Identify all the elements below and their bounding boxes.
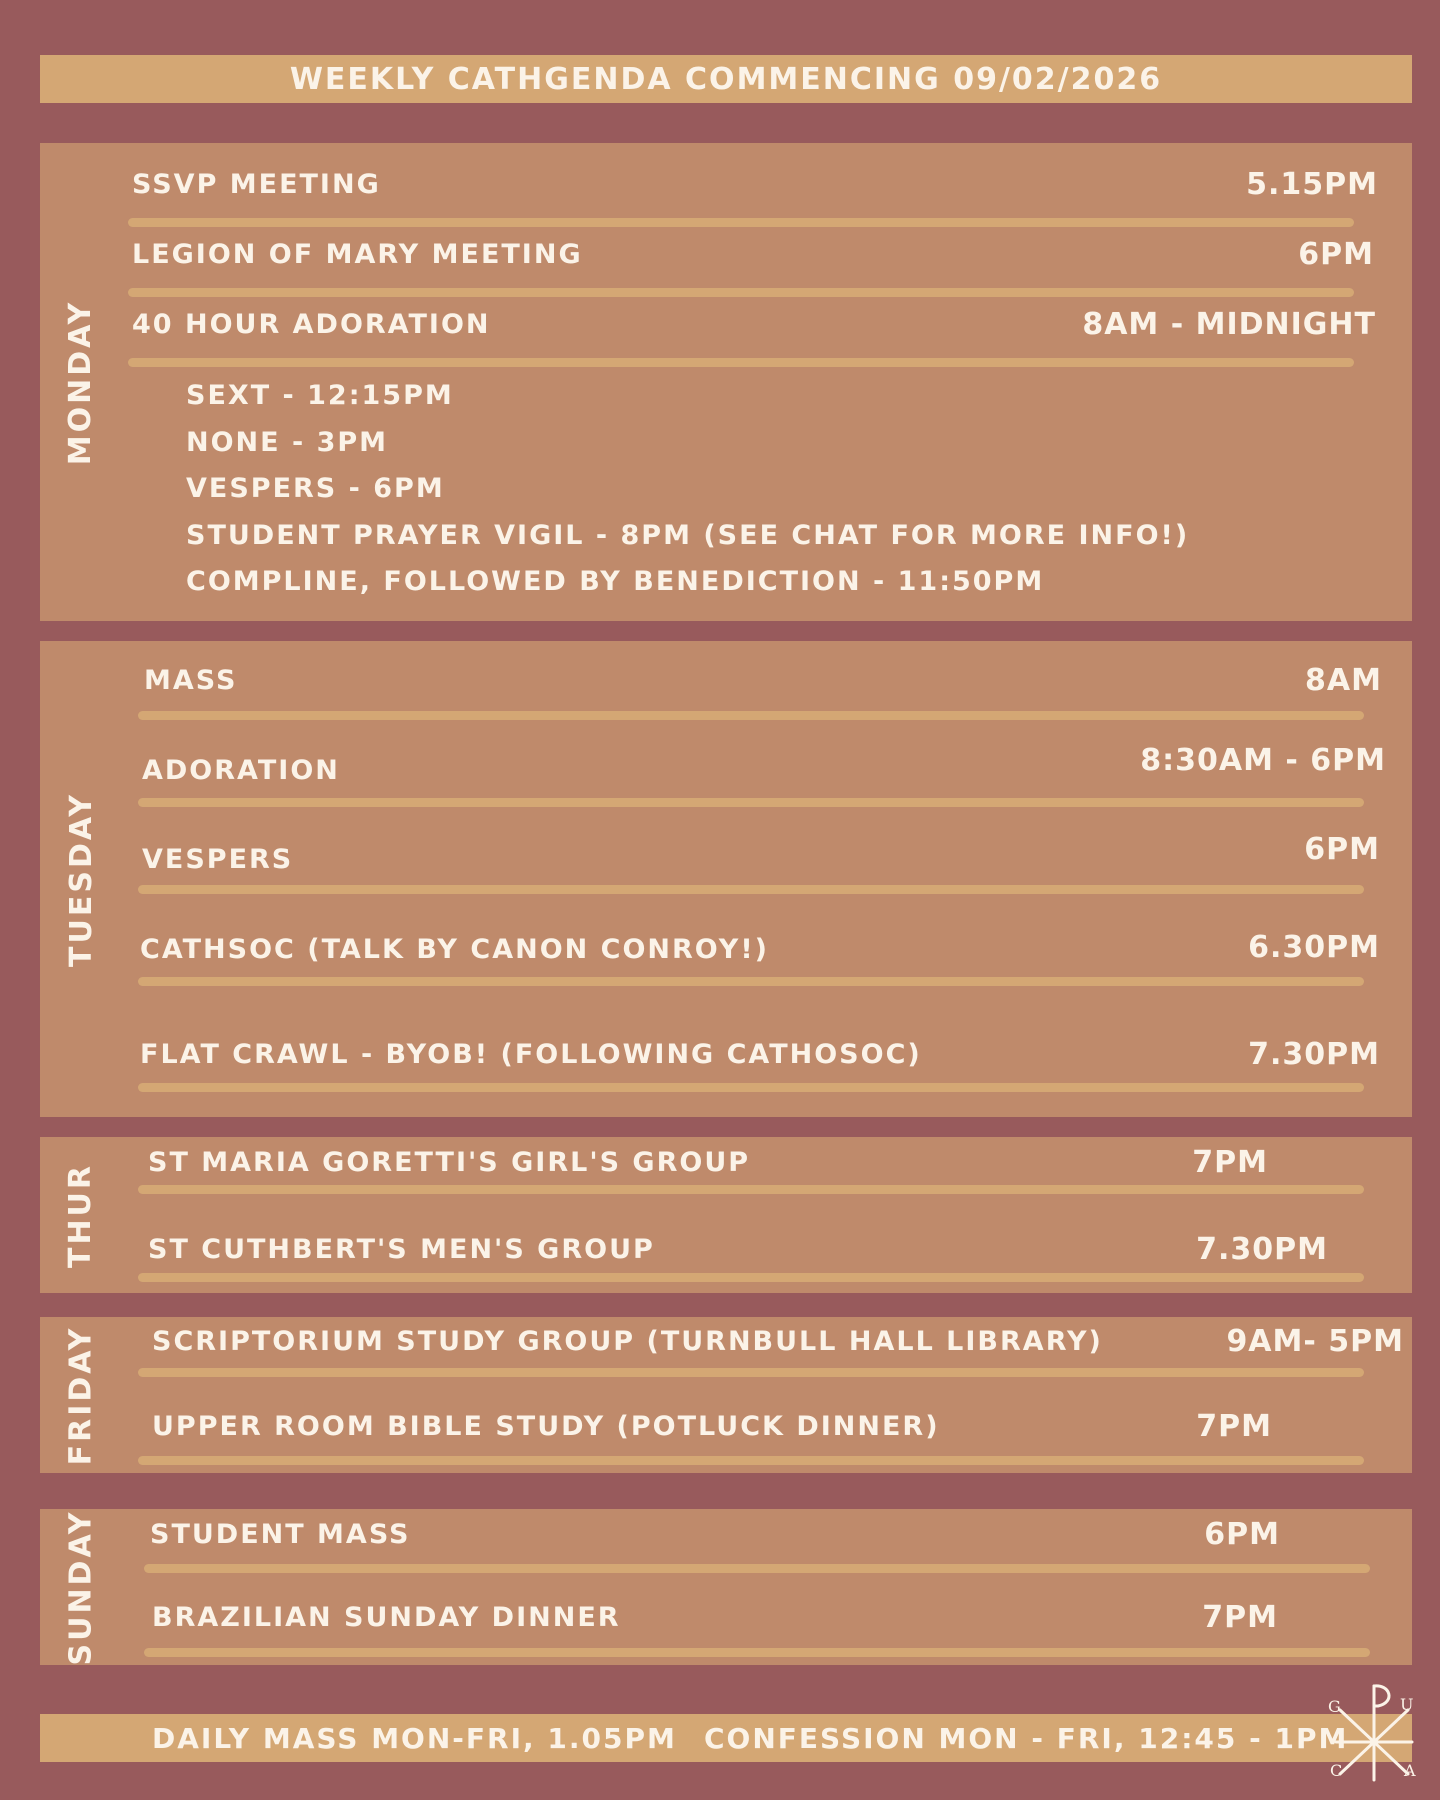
event-row-vespers <box>132 832 1388 882</box>
confession-info: CONFESSION MON - FRI, 12:45 - 1PM <box>704 1721 1349 1755</box>
event-row-ssvp-meeting <box>132 163 1388 207</box>
event-time: 6PM <box>1304 832 1380 867</box>
event-row-mass <box>132 659 1388 703</box>
list-item: COMPLINE, FOLLOWED BY BENEDICTION - 11:50PM <box>186 566 1045 597</box>
event-row-upper-room-bible-study <box>132 1405 1388 1449</box>
event-time: 6.30PM <box>1248 930 1380 965</box>
footer-banner <box>40 1714 1412 1762</box>
event-divider <box>144 1564 1370 1573</box>
event-name: 40 HOUR ADORATION <box>132 309 491 340</box>
event-divider <box>138 1368 1364 1377</box>
event-name: ST MARIA GORETTI'S GIRL'S GROUP <box>148 1147 751 1178</box>
event-row-40-hour-adoration <box>132 303 1388 347</box>
event-divider <box>138 1083 1364 1092</box>
event-divider <box>128 218 1354 227</box>
event-time: 7PM <box>1202 1600 1278 1635</box>
event-divider <box>128 358 1354 367</box>
event-divider <box>138 711 1364 720</box>
day-label-text: MONDAY <box>63 299 99 465</box>
daily-mass-info: DAILY MASS MON-FRI, 1.05PM <box>152 1721 677 1755</box>
event-divider <box>138 977 1364 986</box>
event-name: SCRIPTORIUM STUDY GROUP (TURNBULL HALL LIBRARY) <box>152 1326 1103 1357</box>
list-item: SEXT - 12:15PM <box>186 380 454 411</box>
event-name: VESPERS <box>142 844 294 875</box>
logo-letter: U <box>1400 1695 1414 1714</box>
chi-rho-logo-icon <box>1326 1676 1422 1784</box>
day-label-text: THUR <box>63 1162 99 1268</box>
list-item: STUDENT PRAYER VIGIL - 8PM (SEE CHAT FOR MORE INFO!) <box>186 519 1190 551</box>
adoration-schedule-list <box>186 373 1189 606</box>
event-time: 8:30AM - 6PM <box>1140 743 1386 778</box>
day-block-tuesday <box>40 641 1412 1117</box>
logo-letter: A <box>1404 1761 1416 1780</box>
event-divider <box>144 1648 1370 1657</box>
event-name: UPPER ROOM BIBLE STUDY (POTLUCK DINNER) <box>152 1411 940 1442</box>
event-row-goretti-girls-group <box>132 1141 1388 1185</box>
day-label-sunday <box>40 1509 122 1665</box>
event-time: 7PM <box>1196 1409 1272 1444</box>
event-time: 7PM <box>1192 1145 1268 1180</box>
event-row-cathsoc <box>132 928 1388 972</box>
event-name: STUDENT MASS <box>150 1519 411 1550</box>
event-row-cuthbert-mens-group <box>132 1228 1388 1272</box>
event-time: 8AM <box>1305 663 1382 698</box>
event-row-flat-crawl <box>132 1033 1388 1077</box>
event-name: ST CUTHBERT'S MEN'S GROUP <box>148 1234 655 1265</box>
event-divider <box>128 288 1354 297</box>
event-row-legion-of-mary-meeting <box>132 233 1388 277</box>
event-divider <box>138 798 1364 807</box>
page-title: WEEKLY CATHGENDA COMMENCING 09/02/2026 <box>289 61 1163 97</box>
event-time: 6PM <box>1204 1517 1280 1552</box>
day-block-thursday <box>40 1137 1412 1293</box>
day-label-text: SUNDAY <box>63 1508 99 1666</box>
event-divider <box>138 885 1364 894</box>
day-label-monday <box>40 143 122 621</box>
day-block-monday <box>40 143 1412 621</box>
event-row-student-mass <box>132 1513 1388 1557</box>
event-name: LEGION OF MARY MEETING <box>132 239 583 270</box>
event-divider <box>138 1185 1364 1194</box>
event-divider <box>138 1456 1364 1465</box>
list-item: NONE - 3PM <box>186 426 389 458</box>
logo-letter: G <box>1328 1697 1341 1716</box>
day-label-thursday <box>40 1137 122 1293</box>
day-block-friday <box>40 1317 1412 1473</box>
event-time: 5.15PM <box>1246 167 1378 202</box>
event-name: BRAZILIAN SUNDAY DINNER <box>152 1602 621 1633</box>
event-name: MASS <box>144 665 238 696</box>
day-label-friday <box>40 1317 122 1473</box>
event-row-scriptorium-study-group <box>132 1320 1404 1364</box>
event-time: 6PM <box>1298 237 1374 272</box>
event-divider <box>138 1273 1364 1282</box>
logo-letter: C <box>1330 1761 1343 1780</box>
event-name: CATHSOC (TALK BY CANON CONROY!) <box>140 934 769 965</box>
event-name: ADORATION <box>142 755 340 786</box>
event-time: 9AM- 5PM <box>1226 1324 1404 1359</box>
list-item: VESPERS - 6PM <box>186 473 445 504</box>
header-banner <box>40 55 1412 103</box>
event-row-adoration <box>132 743 1388 793</box>
event-time: 7.30PM <box>1196 1232 1328 1267</box>
event-name: SSVP MEETING <box>132 169 381 200</box>
day-block-sunday <box>40 1509 1412 1665</box>
event-row-brazilian-sunday-dinner <box>132 1596 1388 1640</box>
event-time: 7.30PM <box>1248 1037 1380 1072</box>
event-time: 8AM - MIDNIGHT <box>1082 307 1376 342</box>
day-label-text: TUESDAY <box>63 791 99 967</box>
day-label-text: FRIDAY <box>63 1325 99 1465</box>
event-name: FLAT CRAWL - BYOB! (FOLLOWING CATHOSOC) <box>140 1039 922 1070</box>
day-label-tuesday <box>40 641 122 1117</box>
